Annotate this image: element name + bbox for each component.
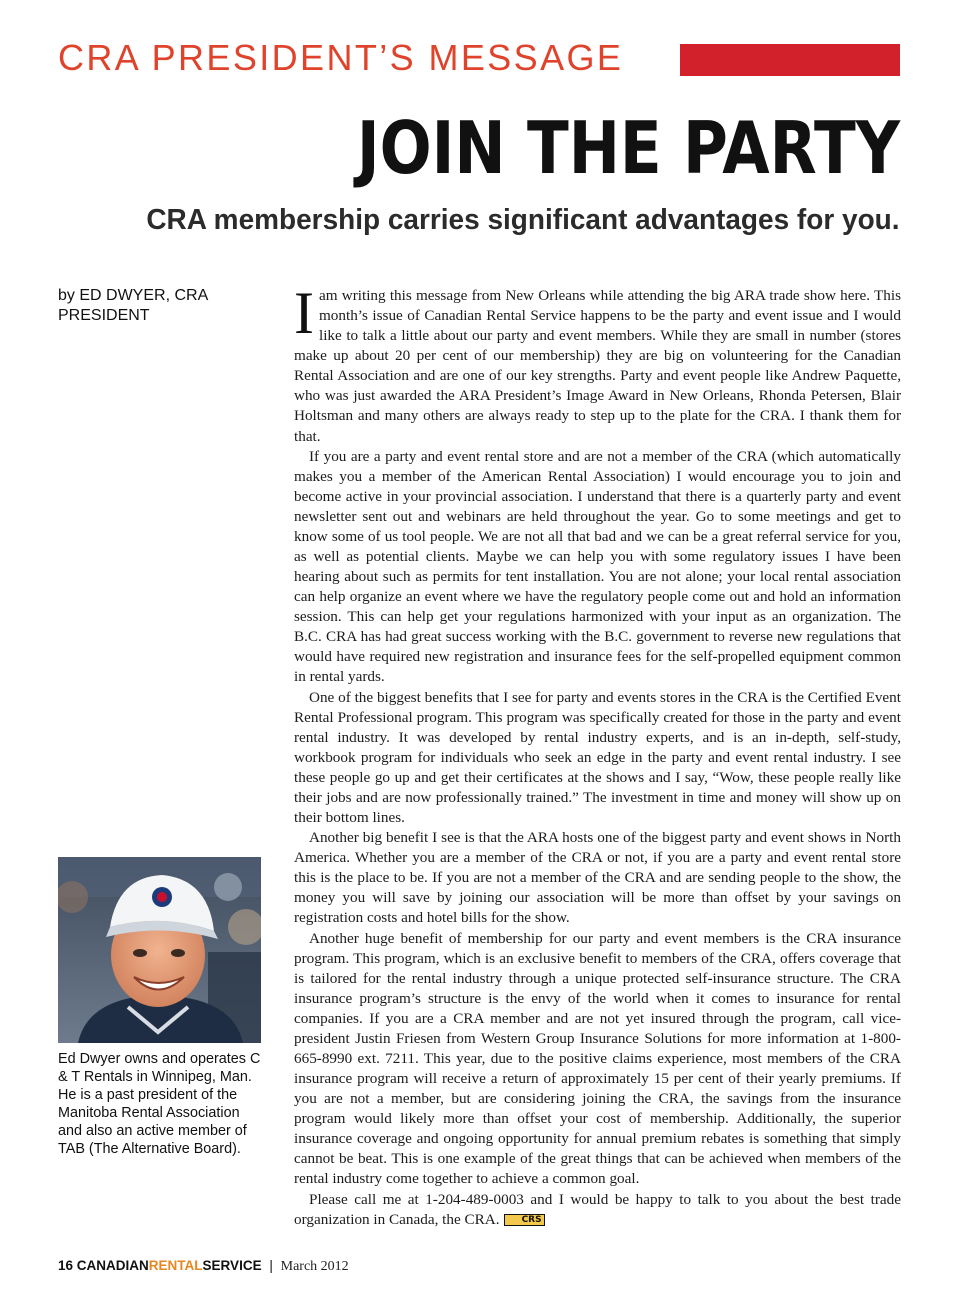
footer-separator: |	[269, 1258, 273, 1273]
crs-end-mark: CRS	[504, 1214, 545, 1226]
magazine-name-part1: CANADIAN	[76, 1258, 149, 1273]
paragraph-6-text: Please call me at 1-204-489-0003 and I would be happy to talk to you about the best trade organization in Canada, the CRA.	[294, 1190, 901, 1228]
section-label: CRA PRESIDENT’S MESSAGE	[58, 37, 624, 78]
section-header	[58, 38, 900, 78]
accent-bar	[680, 44, 900, 76]
photo-caption: Ed Dwyer owns and operates C & T Rentals in Winnipeg, Man. He is a past president of the Manitoba Rental Association and also an active member of TAB (The Alternative Board).	[58, 1051, 261, 1157]
paragraph-1	[294, 280, 901, 447]
paragraph-1-text: am writing this message from New Orleans while attending the big ARA trade show here. This month’s issue of Canadian Rental Service happens to be the party and event issue and I would like to talk a little about our party and event members. While they are small in number (stores make up about 20 per cent of our membership) they are big on volunteering for the Canadian Rental Association and are one of our key strengths. Party and event people like Andrew Paquette, who was just awarded the ARA President’s Image Award in New Orleans, Rhonda Petersen, Blair Holtsman and many others are always ready to step up to the plate for the CRA. I thank them for that.	[294, 287, 901, 445]
article-body	[294, 280, 901, 1230]
article-title: JOIN THE PARTY	[356, 106, 900, 190]
issue-date: March 2012	[280, 1259, 349, 1274]
magazine-name-part2: RENTAL	[148, 1258, 203, 1273]
paragraph-3: One of the biggest benefits that I see for party and events stores in the CRA is the Certified Event Rental Professional program. This program was specifically created for those in the party and event rental industry. It was developed by rental industry experts, and is an in-depth, self-study, workbook program for individuals who seek an edge in the party and event rental industry. I see these people go up and get their certificates at the shows and I say, “Wow, these people really like their jobs and are now professionally trained.” The investment in time and money will show up on their bottom lines.	[294, 688, 901, 827]
paragraph-2: If you are a party and event rental store and are not a member of the CRA (which automatically makes you a member of the American Rental Association) I would encourage you to join and become active in your provincial association. I understand that there is a quarterly party and event newsletter sent out and webinars are held throughout the year. Go to some meetings and get to know some of us tool people. We are not all that bad and we can be a great referral service for you, as well as potential clients. Maybe we can help you with some regulatory issues I have been hearing about such as permits for tent installation. You are not alone; your local rental association can help organize an event where we have the regulatory people come out and hold an information session. This can help get your regulations harmonized with your input as an organization. The B.C. CRA has had great success working with the B.C. government to reverse new regulations that would have required new registration and insurance fees for the self-propelled equipment common in rental yards.	[294, 447, 901, 686]
author-byline: by ED DWYER, CRA PRESIDENT	[58, 287, 208, 324]
magazine-name-part3: SERVICE	[202, 1258, 262, 1273]
paragraph-6	[294, 1190, 901, 1230]
author-photo	[58, 857, 261, 1043]
article-subtitle: CRA membership carries significant advantages for you.	[146, 204, 900, 236]
page-number: 16	[58, 1258, 74, 1273]
paragraph-5: Another huge benefit of membership for our party and event members is the CRA insurance program. This program, which is an exclusive benefit to members of the CRA, offers coverage that is tailored for the rental industry through a unique protected self-insurance structure. The CRA insurance program’s structure is the envy of the world when it comes to insurance for rental companies. If you are a CRA member and are not yet insured through the program, call vice-president Justin Friesen from Western Group Insurance Solutions for more information at 1-800-665-8990 ext. 7211. This year, due to the positive claims experience, most members of the CRA insurance program will receive a return of approximately 15 per cent of their yearly premiums. If you are not a member, but are considering joining the CRA, the savings from the insurance program would likely more than offset your cost of membership. Additionally, the superior insurance coverage and ongoing opportunity for annual premium rebates is something that simply cannot be beat. This is one example of the great things that can be achieved when members of the rental industry come together to achieve a common goal.	[294, 929, 901, 1188]
page-footer	[58, 1258, 349, 1275]
drop-cap: I	[294, 280, 314, 346]
author-photo-illustration	[58, 857, 261, 1043]
paragraph-4: Another big benefit I see is that the ARA hosts one of the biggest party and event shows in North America. Whether you are a member of the CRA or not, if you are a party and event rental store this is the place to be. If you are not a member of the CRA and are sending people to the show, the money you will save by joining our association will be more than offset by your savings on registration costs and hotel bills for the show.	[294, 829, 901, 927]
